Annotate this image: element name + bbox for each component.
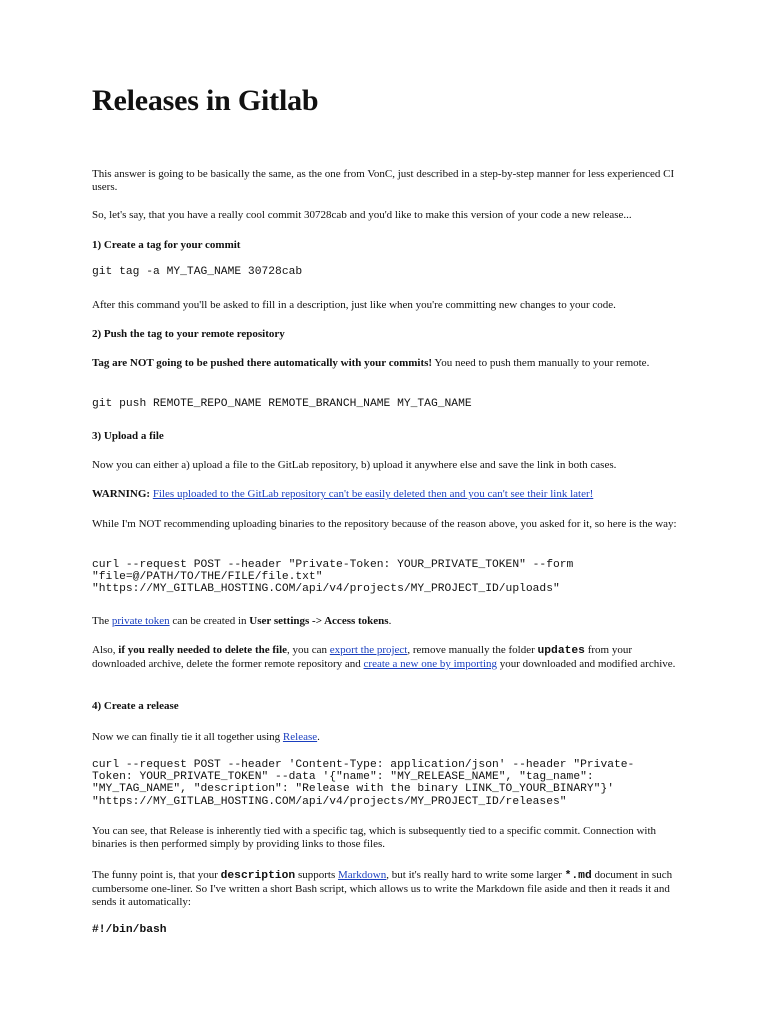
page-title: Releases in Gitlab xyxy=(92,84,319,117)
markdown-link[interactable]: Markdown xyxy=(337,869,387,881)
step3-heading: 3) Upload a file xyxy=(92,430,164,442)
private-token-link[interactable]: private token xyxy=(111,615,170,627)
step3-while-text: While I'm NOT recommending uploading binaries to the repository because of the reason above, you asked for it, so here is the way: xyxy=(92,518,677,530)
step4-see-text: You can see, that Release is inherently tied with a specific tag, which is subsequently tied to a specific commit. Connection with binaries is then performed simply by providing links to those files. xyxy=(92,825,657,850)
step3-upload-code: curl --request POST --header "Private-Token: YOUR_PRIVATE_TOKEN" --form "file=@/PATH/TO/THE/FILE/file.txt" "https://MY_GITLAB_HOSTING.COM/api/v4/projects/MY_PROJECT_ID/uploads" xyxy=(92,559,574,596)
funny-text-end: document in such cumbersome one-liner. So I've written a short Bash script, which allows us to write the Markdown file aside and then it reads it and sends it automatically: xyxy=(92,869,673,908)
step2-note-rest: You need to push them manually to your remote. xyxy=(432,357,650,369)
tie-text-end: . xyxy=(317,731,320,743)
step2-note-bold: Tag are NOT going to be pushed there automatically with your commits! xyxy=(92,357,433,369)
step2-note xyxy=(92,357,682,370)
funny-paragraph xyxy=(92,869,682,909)
release-link[interactable]: Release xyxy=(282,731,318,743)
also-text-end: your downloaded and modified archive. xyxy=(497,658,676,670)
intro-paragraph: This answer is going to be basically the same, as the one from VonC, just described in a step-by-step manner for less experienced CI users. xyxy=(92,168,675,193)
tie-text-pre: Now we can finally tie it all together using xyxy=(92,731,283,743)
step2-code: git push REMOTE_REPO_NAME REMOTE_BRANCH_NAME MY_TAG_NAME xyxy=(92,398,472,410)
token-text-mid: can be created in xyxy=(169,615,250,627)
warning-paragraph xyxy=(92,488,682,501)
funny-text-mid1: supports xyxy=(295,869,338,881)
step1-after-text: After this command you'll be asked to fill in a description, just like when you're committing new changes to your code. xyxy=(92,299,616,311)
warning-label: WARNING: xyxy=(92,488,151,500)
also-text-mid1: , you can xyxy=(287,644,330,656)
token-text-pre: The xyxy=(92,615,112,627)
updates-folder-code: updates xyxy=(537,645,585,657)
funny-text-pre: The funny point is, that your xyxy=(92,869,221,881)
token-paragraph xyxy=(92,615,682,628)
warning-link[interactable]: Files uploaded to the GitLab repository can't be easily deleted then and you can't see their link later! xyxy=(152,488,594,500)
step1-code: git tag -a MY_TAG_NAME 30728cab xyxy=(92,266,303,278)
shebang-code: #!/bin/bash xyxy=(92,924,167,936)
step2-heading: 2) Push the tag to your remote repository xyxy=(92,328,285,340)
also-text-pre: Also, xyxy=(92,644,119,656)
step3-text: Now you can either a) upload a file to the GitLab repository, b) upload it anywhere else and save the link in both cases. xyxy=(92,459,617,471)
export-project-link[interactable]: export the project xyxy=(329,644,408,656)
step4-heading: 4) Create a release xyxy=(92,700,179,712)
step1-heading: 1) Create a tag for your commit xyxy=(92,239,241,251)
description-code: description xyxy=(220,870,296,882)
token-settings-path: User settings -> Access tokens xyxy=(249,615,389,627)
step4-release-code: curl --request POST --header 'Content-Type: application/json' --header "Private- Token: YOUR_PRIVATE_TOKEN" --data '{"name": "MY_RELEASE_NAME", "tag_name": "MY_TAG_NAME", "description": "Release with the binary LINK_TO_YOUR_BINARY"}' "https://MY_GITLAB_HOSTING.COM/api/v4/projects/MY_PROJECT_ID/releases" xyxy=(92,759,635,808)
also-text-mid2: , remove manually the folder xyxy=(407,644,538,656)
md-extension-code: *.md xyxy=(564,870,592,882)
also-bold-text: if you really needed to delete the file xyxy=(118,644,288,656)
funny-text-mid2: , but it's really hard to write some larger xyxy=(386,869,565,881)
intro-paragraph-2: So, let's say, that you have a really cool commit 30728cab and you'd like to make this version of your code a new release... xyxy=(92,209,632,221)
step4-tie-text xyxy=(92,731,682,744)
token-text-end: . xyxy=(388,615,392,627)
also-text-mid3: from your downloaded archive, delete the former remote repository and xyxy=(92,644,633,670)
create-by-importing-link[interactable]: create a new one by importing xyxy=(363,658,498,670)
also-paragraph xyxy=(92,644,682,671)
